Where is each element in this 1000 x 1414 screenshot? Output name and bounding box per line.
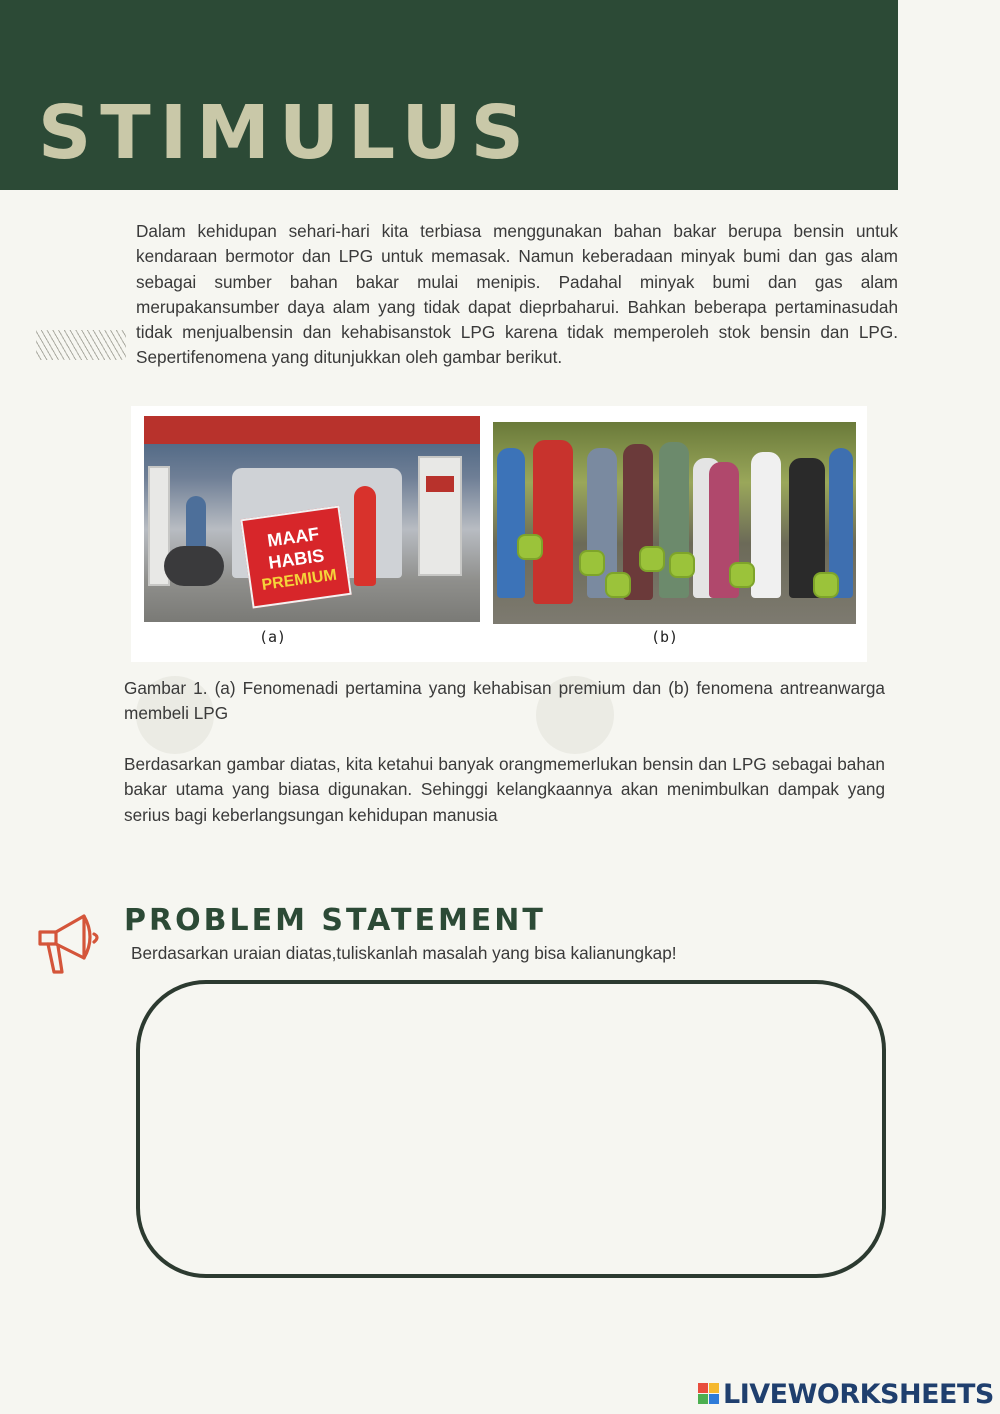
intro-paragraph: Dalam kehidupan sehari-hari kita terbiasa menggunakan bahan bakar berupa bensin untuk kendaraan bermotor dan LPG untuk memasak. Namun keberadaan minyak bumi dan gas alam sebagai sumber bahan bakar mulai menipis. Padahal minyak bumi dan gas alam merupakansumber daya alam yang tidak dapat dieprbaharui. Bahkan beberapa pertaminasudah tidak menjualbensin dan kehabisanstok LPG karena tidak memperoleh stok bensin dan LPG. Sepertifenomena yang ditunjukkan oleh gambar berikut. xyxy=(136,221,898,368)
fuel-pump xyxy=(418,456,462,576)
photo-label-b: (b) xyxy=(651,628,679,646)
figure-caption: Gambar 1. (a) Fenomenadi pertamina yang kehabisan premium dan (b) fenomena antreanwarga membeli LPG xyxy=(124,678,885,724)
lpg-tank-icon xyxy=(517,534,543,560)
header-banner xyxy=(0,0,898,190)
liveworksheets-logo-icon xyxy=(698,1383,720,1405)
lpg-tank-icon xyxy=(639,546,665,572)
lpg-tank-icon xyxy=(605,572,631,598)
brand-name: LIVEWORKSHEETS xyxy=(723,1378,994,1410)
page-title: STIMULUS xyxy=(38,90,533,176)
problem-statement-prompt: Berdasarkan uraian diatas,tuliskanlah masalah yang bisa kalianungkap! xyxy=(131,943,677,963)
megaphone-icon xyxy=(34,906,108,980)
sign-line: HABIS xyxy=(267,545,326,573)
photo-gas-station xyxy=(144,416,480,622)
lpg-tank-icon xyxy=(579,550,605,576)
lpg-tank-icon xyxy=(729,562,755,588)
sign-line: PREMIUM xyxy=(260,566,338,594)
photo-lpg-queue xyxy=(493,422,856,624)
liveworksheets-brand[interactable] xyxy=(698,1376,994,1412)
answer-textbox[interactable] xyxy=(136,980,886,1278)
photo-motorbike xyxy=(164,546,224,586)
photo-label-a: (a) xyxy=(259,628,287,646)
maaf-habis-sign xyxy=(240,505,352,608)
decorative-hatch xyxy=(36,330,126,360)
photo-person xyxy=(497,448,525,598)
photo-person xyxy=(751,452,781,598)
analysis-paragraph: Berdasarkan gambar diatas, kita ketahui banyak orangmemerlukan bensin dan LPG sebagai bahan bakar utama yang biasa digunakan. Sehinggi kelangkaannya akan menimbulkan dampak yang serius bagi keberlangsungan kehidupan manusia xyxy=(124,754,885,825)
station-canopy xyxy=(144,416,480,444)
lpg-tank-icon xyxy=(669,552,695,578)
sign-line: MAAF xyxy=(266,523,321,551)
figure-panel xyxy=(131,406,867,662)
photo-person xyxy=(354,486,376,586)
lpg-tank-icon xyxy=(813,572,839,598)
photo-person xyxy=(533,440,573,604)
problem-statement-title: PROBLEM STATEMENT xyxy=(124,903,546,938)
